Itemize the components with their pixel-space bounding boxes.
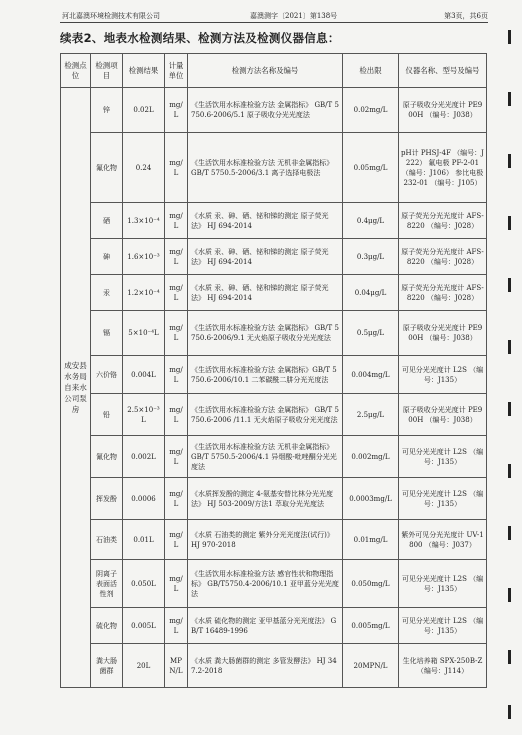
page-header [60,8,488,23]
result-cell: 0.005L [123,608,165,644]
item-cell: 氰化物 [91,436,123,478]
limit-cell: 0.005mg/L [343,608,399,644]
instrument-cell: 原子荧光分光光度计 AFS-8220 （编号：J028） [399,275,487,311]
result-cell: 0.0006 [123,478,165,520]
table-title: 续表2、地表水检测结果、检测方法及检测仪器信息： [60,31,340,45]
item-cell: 硒 [91,203,123,239]
instrument-cell: 原子吸收分光光度计 PE900H （编号：J038） [399,88,487,133]
unit-cell: MPN/L [165,644,188,688]
method-cell: 《水质 硫化物的测定 亚甲基蓝分光光度法》 GB/T 16489-1996 [188,608,343,644]
instrument-cell: pH计 PHSJ-4F （编号：J222） 氟电极 PF-2-01 （编号：J106） 参比电极 232-01 （编号：J105） [399,133,487,203]
item-cell: 镉 [91,311,123,356]
result-cell: 20L [123,644,165,688]
unit-cell: mg/L [165,88,188,133]
table-row [61,203,487,239]
result-cell: 0.24 [123,133,165,203]
col-header-result: 检测结果 [123,54,165,88]
result-cell: 0.004L [123,356,165,394]
instrument-cell: 可见分光光度计 L2S （编号：J135） [399,478,487,520]
result-cell: 0.002L [123,436,165,478]
item-cell: 铅 [91,394,123,436]
method-cell: 《水质 石油类的测定 紫外分光光度法(试行)》 HJ 970-2018 [188,520,343,560]
edge-mark [508,526,511,540]
table-row [61,394,487,436]
method-cell: 《生活饮用水标准检验方法 金属指标》 GB/T 5750.6-2006/5.1 原子吸收分光光度法 [188,88,343,133]
table-row [61,133,487,203]
table-row [61,608,487,644]
limit-cell: 0.02mg/L [343,88,399,133]
edge-mark [508,92,511,106]
instrument-cell: 可见分光光度计 L2S （编号：J135） [399,436,487,478]
item-cell: 阴离子表面活性剂 [91,560,123,608]
method-cell: 《生活饮用水标准检验方法 金属指标》 GB/T 5750.6-2006/9.1 无火焰原子吸收分光光度法 [188,311,343,356]
table-row [61,275,487,311]
method-cell: 《生活饮用水标准检验方法 无机非金属指标》 GB/T 5750.5-2006/4.1 异烟酸-吡唑酮分光光度法 [188,436,343,478]
edge-mark [508,402,511,416]
method-cell: 《水质 粪大肠菌群的测定 多管发酵法》 HJ 347.2-2018 [188,644,343,688]
limit-cell: 2.5μg/L [343,394,399,436]
unit-cell: mg/L [165,478,188,520]
item-cell: 石油类 [91,520,123,560]
col-header-site: 检测点位 [61,54,91,88]
result-cell: 1.3×10⁻⁴ [123,203,165,239]
table-row [61,436,487,478]
limit-cell: 0.05mg/L [343,133,399,203]
table-row [61,88,487,133]
item-cell: 氟化物 [91,133,123,203]
result-cell: 1.6×10⁻³ [123,239,165,275]
col-header-method: 检测方法名称及编号 [188,54,343,88]
method-cell: 《水质 汞、砷、硒、铋和锑的测定 原子荧光法》 HJ 694-2014 [188,203,343,239]
limit-cell: 0.4μg/L [343,203,399,239]
limit-cell: 20MPN/L [343,644,399,688]
edge-mark [508,464,511,478]
col-header-instrument: 仪器名称、型号及编号 [399,54,487,88]
header-row [61,54,487,88]
item-cell: 硫化物 [91,608,123,644]
edge-mark [508,588,511,602]
instrument-cell: 原子荧光分光光度计 AFS-8220 （编号：J028） [399,203,487,239]
col-header-item: 检测项目 [91,54,123,88]
edge-mark [508,278,511,292]
result-cell: 5×10⁻⁴L [123,311,165,356]
limit-cell: 0.002mg/L [343,436,399,478]
report-number: 嘉澳测字〔2021〕第138号 [250,12,338,20]
edge-mark [508,705,511,719]
instrument-cell: 原子吸收分光光度计 PE900H （编号：J038） [399,311,487,356]
table-row [61,311,487,356]
table-row [61,520,487,560]
limit-cell: 0.5μg/L [343,311,399,356]
item-cell: 锌 [91,88,123,133]
results-table [60,53,487,688]
unit-cell: mg/L [165,520,188,560]
limit-cell: 0.0003mg/L [343,478,399,520]
table-row [61,356,487,394]
edge-mark [508,154,511,168]
result-cell: 2.5×10⁻³L [123,394,165,436]
table-row [61,239,487,275]
limit-cell: 0.01mg/L [343,520,399,560]
edge-mark [508,340,511,354]
page-number: 第3页，共6页 [444,12,488,20]
result-cell: 1.2×10⁻⁴ [123,275,165,311]
unit-cell: mg/L [165,133,188,203]
company-name: 河北嘉澳环境检测技术有限公司 [62,12,160,20]
result-cell: 0.01L [123,520,165,560]
instrument-cell: 原子荧光分光光度计 AFS-8220 （编号：J028） [399,239,487,275]
item-cell: 砷 [91,239,123,275]
instrument-cell: 原子吸收分光光度计 PE900H （编号：J038） [399,394,487,436]
table-row [61,644,487,688]
binding-edge-marks [508,0,516,735]
unit-cell: mg/L [165,608,188,644]
unit-cell: mg/L [165,436,188,478]
limit-cell: 0.3μg/L [343,239,399,275]
edge-mark [508,650,511,664]
table-row [61,560,487,608]
edge-mark [508,216,511,230]
result-cell: 0.02L [123,88,165,133]
unit-cell: mg/L [165,275,188,311]
method-cell: 《生活饮用水标准检验方法 金属指标》 GB/T 5750.6-2006 /11.1 无火焰原子吸收分光光度法 [188,394,343,436]
limit-cell: 0.004mg/L [343,356,399,394]
instrument-cell: 紫外可见分光光度计 UV-1800 （编号：J037） [399,520,487,560]
limit-cell: 0.050mg/L [343,560,399,608]
item-cell: 汞 [91,275,123,311]
edge-mark [508,30,511,44]
table-row [61,478,487,520]
method-cell: 《生活饮用水标准检验方法 无机非金属指标》 GB/T 5750.5-2006/3.1 离子选择电极法 [188,133,343,203]
item-cell: 粪大肠菌群 [91,644,123,688]
instrument-cell: 可见分光光度计 L2S （编号：J135） [399,608,487,644]
item-cell: 六价铬 [91,356,123,394]
unit-cell: mg/L [165,311,188,356]
unit-cell: mg/L [165,394,188,436]
method-cell: 《水质挥发酚的测定 4-氨基安替比林分光光度法》 HJ 503-2009/方法1 萃取分光光度法 [188,478,343,520]
instrument-cell: 可见分光光度计 L2S （编号：J135） [399,356,487,394]
method-cell: 《生活饮用水标准检验方法 感官性状和物理指标》 GB/T5750.4-2006/10.1 亚甲蓝分光光度法 [188,560,343,608]
result-cell: 0.050L [123,560,165,608]
unit-cell: mg/L [165,239,188,275]
unit-cell: mg/L [165,356,188,394]
col-header-limit: 检出限 [343,54,399,88]
unit-cell: mg/L [165,560,188,608]
instrument-cell: 可见分光光度计 L2S （编号：J135） [399,560,487,608]
limit-cell: 0.04μg/L [343,275,399,311]
unit-cell: mg/L [165,203,188,239]
item-cell: 挥发酚 [91,478,123,520]
site-cell: 成安县水务局自来水公司泵房 [61,88,91,688]
method-cell: 《水质 汞、砷、硒、铋和锑的测定 原子荧光法》 HJ 694-2014 [188,275,343,311]
method-cell: 《生活饮用水标准检验方法 金属指标》GB/T 5750.6-2006/10.1 二苯碳酰二肼分光光度法 [188,356,343,394]
instrument-cell: 生化培养箱 SPX-250B-Z （编号：J114） [399,644,487,688]
method-cell: 《水质 汞、砷、硒、铋和锑的测定 原子荧光法》 HJ 694-2014 [188,239,343,275]
col-header-unit: 计量单位 [165,54,188,88]
